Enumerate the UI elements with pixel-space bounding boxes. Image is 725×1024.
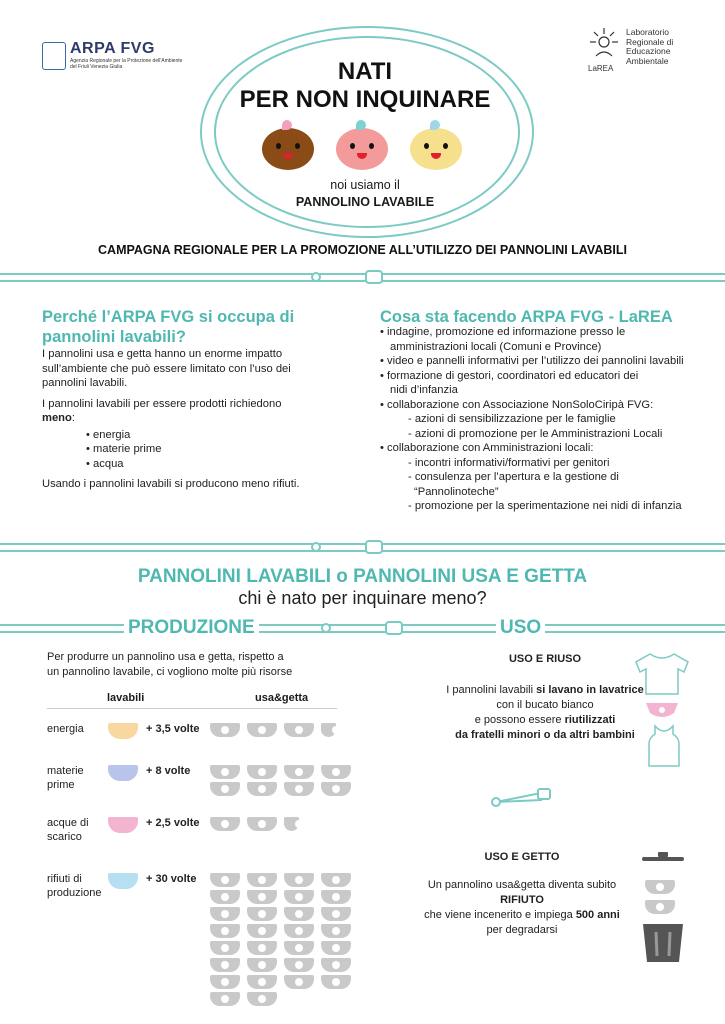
disposable-diaper-icon: [210, 907, 240, 921]
safety-pin-divider-icon: [318, 619, 408, 637]
list-item: - azioni di sensibilizzazione per le famiglie: [408, 413, 616, 425]
disposable-diaper-icon: [210, 890, 240, 904]
trash-bin-icon: [641, 922, 685, 964]
arpa-logo: [42, 40, 192, 70]
baby-face-brown-icon: [262, 128, 314, 170]
larea-logo-text: Laboratorio Regionale di Educazione Ambientale: [626, 27, 674, 66]
disposable-diaper-icon: [321, 975, 351, 989]
col-usa-getta: usa&getta: [255, 692, 309, 704]
bin-lid-icon: [640, 850, 686, 880]
hero-title-line1: NATI: [337, 58, 393, 85]
hero-tagline-1: noi usiamo il: [330, 178, 400, 192]
disposable-diaper-icon: [284, 941, 314, 955]
disposable-diaper-icon: [247, 992, 277, 1006]
disposable-diaper-icon: [321, 958, 351, 972]
disposable-diaper-icon: [210, 765, 240, 779]
disposable-diaper-icon: [284, 907, 314, 921]
disposable-diaper-icon: [321, 907, 351, 921]
disposable-diaper-icon: [247, 817, 277, 831]
arpa-emblem-icon: [42, 42, 66, 70]
disposable-diaper-icon: [321, 723, 336, 737]
list-item: • collaborazione con Associazione NonSoloCiripà FVG:: [380, 398, 654, 411]
row-label: materie prime: [47, 765, 84, 791]
safety-pin-divider-icon: [308, 268, 388, 286]
list-item: • video e pannelli informativi per l’utilizzo dei pannolini lavabili: [380, 355, 684, 367]
multiplier-label: + 30 volte: [146, 873, 197, 885]
disposable-diaper-icon: [210, 958, 240, 972]
use-label: USO: [496, 617, 545, 639]
row-label: energia: [47, 723, 84, 735]
multiplier-label: + 2,5 volte: [146, 817, 200, 829]
disposable-diaper-icon: [284, 873, 314, 887]
disposable-diaper-icon: [210, 975, 240, 989]
larea-logo: [588, 26, 698, 76]
list-item: • collaborazione con Amministrazioni locali:: [380, 442, 594, 454]
disposable-diaper-icon: [247, 723, 277, 737]
disposable-diaper-icon: [284, 782, 314, 796]
washable-diaper-icon: [108, 817, 138, 833]
row-label: acque di scarico: [47, 817, 89, 843]
list-item: nidi d’infanzia: [390, 384, 458, 396]
disposable-diaper-icon: [321, 873, 351, 887]
disposable-diaper-icon: [284, 924, 314, 938]
disposable-diaper-icon: [210, 992, 240, 1006]
disposable-diaper-icon: [247, 975, 277, 989]
arpa-logo-subtitle: Agenzia Regionale per la Protezione dell'Ambiente del Friuli Venezia Giulia: [70, 58, 183, 70]
campaign-heading: CAMPAGNA REGIONALE PER LA PROMOZIONE ALL’UTILIZZO DEI PANNOLINI LAVABILI: [98, 243, 627, 257]
washable-diaper-icon: [108, 873, 138, 889]
multiplier-label: + 8 volte: [146, 765, 191, 777]
falling-diaper-icon: [645, 880, 675, 894]
production-label: PRODUZIONE: [124, 617, 259, 639]
pink-diaper-icon: [645, 701, 679, 719]
list-item: - azioni di promozione per le Amministrazioni Locali: [408, 427, 663, 440]
list-item: - promozione per la sperimentazione nei nidi di infanzia: [408, 500, 682, 512]
disposable-diaper-icon: [321, 924, 351, 938]
throw-title: USO E GETTO: [484, 851, 560, 863]
disposable-diaper-icon: [284, 890, 314, 904]
hero-title-line2: PER NON INQUINARE: [239, 86, 491, 113]
list-item: • acqua: [86, 457, 124, 470]
disposable-diaper-icon: [247, 958, 277, 972]
disposable-diaper-icon: [210, 782, 240, 796]
disposable-diaper-icon: [284, 958, 314, 972]
baby-face-yellow-icon: [410, 128, 462, 170]
larea-logo-label: LaREA: [588, 64, 614, 73]
safety-pin-icon: [490, 786, 554, 808]
safety-pin-divider-icon: [308, 538, 388, 556]
disposable-diaper-icon: [284, 817, 299, 831]
left-heading: Perché l’ARPA FVG si occupa di pannolini lavabili?: [42, 308, 295, 346]
hero-tagline-2: PANNOLINO LAVABILE: [295, 195, 435, 209]
disposable-diaper-icon: [210, 723, 240, 737]
right-heading: Cosa sta facendo ARPA FVG - LaREA: [380, 308, 673, 326]
list-item: - incontri informativi/formativi per genitori: [408, 456, 610, 469]
disposable-diaper-icon: [321, 890, 351, 904]
tank-top-icon: [645, 724, 683, 768]
baby-face-pink-icon: [336, 128, 388, 170]
production-intro: Per produrre un pannolino usa e getta, rispetto a un pannolino lavabile, ci vogliono molte più risorse: [47, 651, 293, 678]
disposable-diaper-icon: [210, 924, 240, 938]
washable-diaper-icon: [108, 765, 138, 781]
left-body: I pannolini usa e getta hanno un enorme impatto sull’ambiente che può essere limitato con l’uso dei pannolini lavabili. I pannolini lavabili per essere prodotti richiedono meno: • energia • materie prime • acqua Usando i pannolini lavabili si producono meno rifiuti.: [42, 347, 332, 498]
disposable-diaper-icon: [247, 907, 277, 921]
list-item: “Pannolinoteche”: [414, 485, 499, 498]
table-header-rule: [47, 708, 337, 709]
disposable-diaper-icon: [284, 723, 314, 737]
disposable-diaper-icon: [247, 890, 277, 904]
disposable-diaper-icon: [247, 941, 277, 955]
col-lavabili: lavabili: [107, 692, 145, 704]
falling-diaper-icon: [645, 900, 675, 914]
disposable-diaper-icon: [321, 941, 351, 955]
list-item: • formazione di gestori, coordinatori ed educatori dei: [380, 369, 639, 382]
compare-subtitle: chi è nato per inquinare meno?: [238, 588, 487, 608]
multiplier-label: + 3,5 volte: [146, 723, 200, 735]
compare-title: PANNOLINI LAVABILI o PANNOLINI USA E GETTA: [137, 566, 588, 587]
disposable-diaper-icon: [321, 765, 351, 779]
reuse-text: I pannolini lavabili si lavano in lavatrice con il bucato bianco e possono essere riutilizzati da fratelli minori o da altri bambini: [446, 684, 644, 741]
throw-text: Un pannolino usa&getta diventa subito RIFIUTO che viene incenerito e impiega 500 anni per degradarsi: [424, 879, 620, 936]
disposable-diaper-icon: [247, 924, 277, 938]
disposable-diaper-icon: [210, 873, 240, 887]
list-item: amministrazioni locali (Comuni e Province): [390, 340, 602, 353]
list-item: - consulenza per l’apertura e la gestione di: [408, 471, 619, 483]
disposable-diaper-icon: [210, 941, 240, 955]
list-item: • materie prime: [86, 443, 162, 455]
list-item: • indagine, promozione ed informazione presso le: [380, 326, 626, 338]
disposable-diaper-icon: [284, 975, 314, 989]
reuse-title: USO E RIUSO: [508, 653, 582, 665]
right-body: [380, 325, 710, 514]
arpa-logo-name: ARPA FVG: [70, 40, 155, 57]
disposable-diaper-icon: [247, 765, 277, 779]
tshirt-icon: [632, 652, 692, 696]
disposable-diaper-icon: [284, 765, 314, 779]
disposable-diaper-icon: [321, 782, 351, 796]
disposable-diaper-icon: [210, 817, 240, 831]
washable-diaper-icon: [108, 723, 138, 739]
disposable-diaper-icon: [247, 782, 277, 796]
list-item: • energia: [86, 428, 131, 441]
row-label: rifiuti di produzione: [47, 873, 102, 899]
disposable-diaper-icon: [247, 873, 277, 887]
